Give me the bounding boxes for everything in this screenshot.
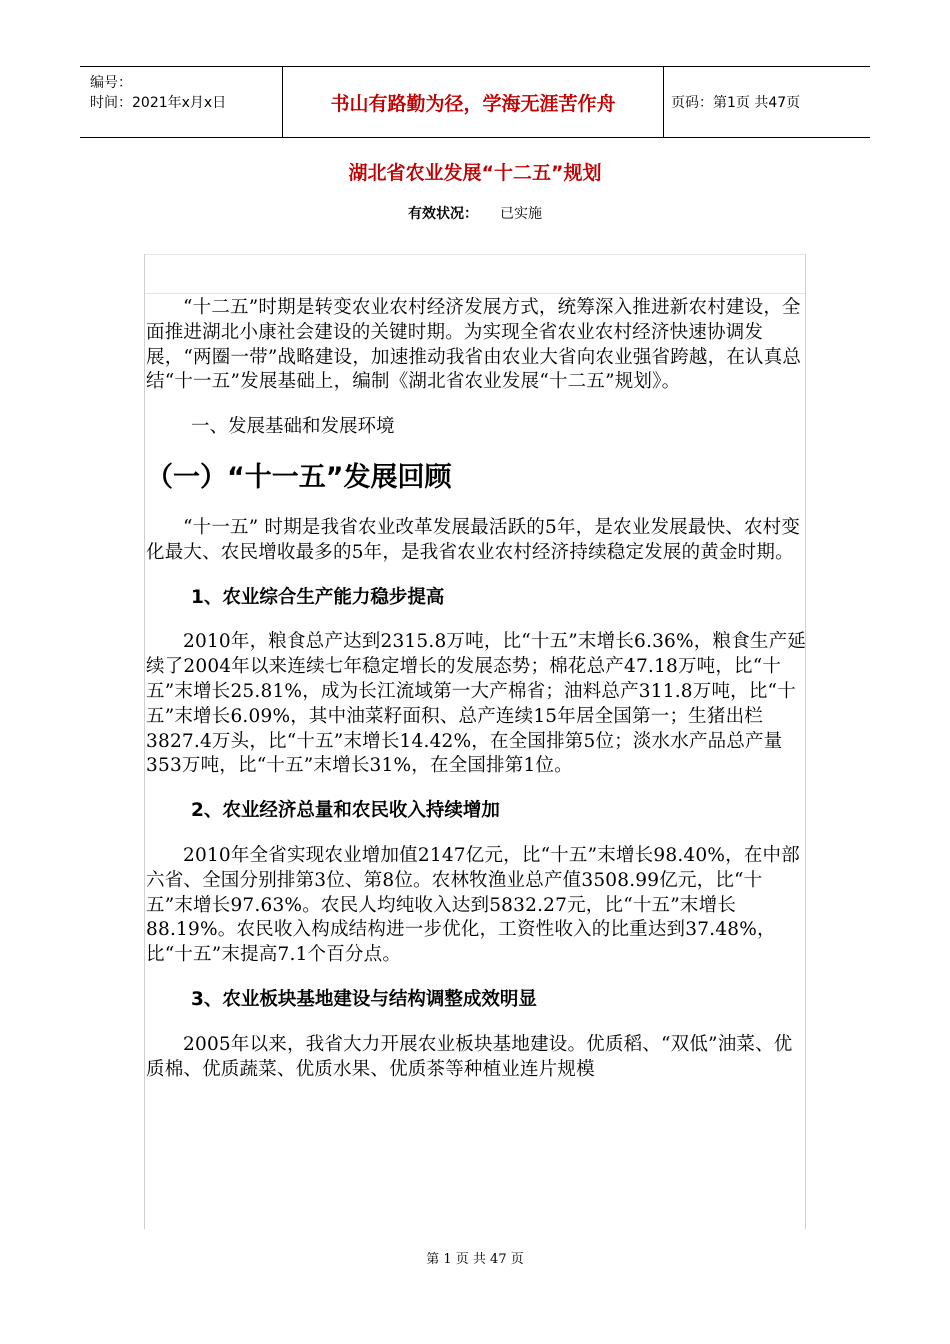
document-number-label: 编号：: [90, 75, 132, 91]
header-motto: 书山有路勤为径，学海无涯苦作舟: [282, 67, 664, 137]
subsection-heading: （一）“十一五”发展回顾: [146, 461, 452, 493]
content-frame-left: [144, 254, 145, 1229]
document-time-label: 时间：2021年x月x日: [90, 95, 227, 111]
header-page-info: 页码：第1页 共47页: [671, 95, 801, 111]
review-paragraph: “十一五” 时期是我省农业改革发展最活跃的5年，是农业发展最快、农村变化最大、农民增收最多的5年，是我省农业农村经济持续稳定发展的黄金时期。: [146, 516, 801, 563]
document-title: 湖北省农业发展“十二五”规划: [348, 162, 602, 184]
page-footer: 第 1 页 共 47 页: [426, 1252, 524, 1267]
heading-plate-base: 3、农业板块基地建设与结构调整成效明显: [191, 988, 537, 1010]
paragraph-economy-income: 2010年全省实现农业增加值2147亿元，比“十五”末增长98.40%，在中部六省、全国分别排第3位、第8位。农林牧渔业总产值3508.99亿元，比“十五”末增长97.63%。农民人均纯收入达到5832.27元，比“十五”末增长88.19%。农民收入构成结构进一步优化，工资性收入的比重达到37.48%，比“十五”末提高7.1个百分点。: [146, 844, 800, 966]
intro-paragraph: “十二五”时期是转变农业农村经济发展方式，统筹深入推进新农村建设，全面推进湖北小康社会建设的关键时期。为实现全省农业农村经济快速协调发展，“两圈一带”战略建设，加速推动我省由农业大省向农业强省跨越，在认真总结“十一五”发展基础上，编制《湖北省农业发展“十二五”规划》。: [146, 297, 802, 393]
status-value: 已实施: [500, 206, 542, 222]
heading-economy-income: 2、农业经济总量和农民收入持续增加: [191, 800, 500, 822]
document-body: [146, 296, 806, 1082]
section-heading: 一、发展基础和发展环境: [191, 416, 395, 438]
status-label: 有效状况：: [408, 206, 478, 222]
header-table: [80, 66, 870, 138]
paragraph-production-capacity: 2010年，粮食总产达到2315.8万吨，比“十五”末增长6.36%，粮食生产延续了2004年以来连续七年稳定增长的发展态势；棉花总产47.18万吨，比“十五”末增长25.81%，成为长江流域第一大产棉省；油料总产311.8万吨，比“十五”末增长6.09%，其中油菜籽面积、总产连续15年居全国第一；生猪出栏3827.4万头，比“十五”末增长14.42%，在全国排第5位；淡水水产品总产量353万吨，比“十五”末增长31%，在全国排第1位。: [146, 631, 807, 777]
content-frame-top: [144, 254, 805, 255]
paragraph-plate-base: 2005年以来，我省大力开展农业板块基地建设。优质稻、“双低”油菜、优质棉、优质蔬菜、优质水果、优质茶等种植业连片规模: [146, 1033, 793, 1080]
heading-production-capacity: 1、农业综合生产能力稳步提高: [191, 586, 445, 608]
content-frame-divider: [144, 293, 805, 294]
header-meta-cell: [80, 67, 282, 137]
document-status: [0, 203, 950, 223]
